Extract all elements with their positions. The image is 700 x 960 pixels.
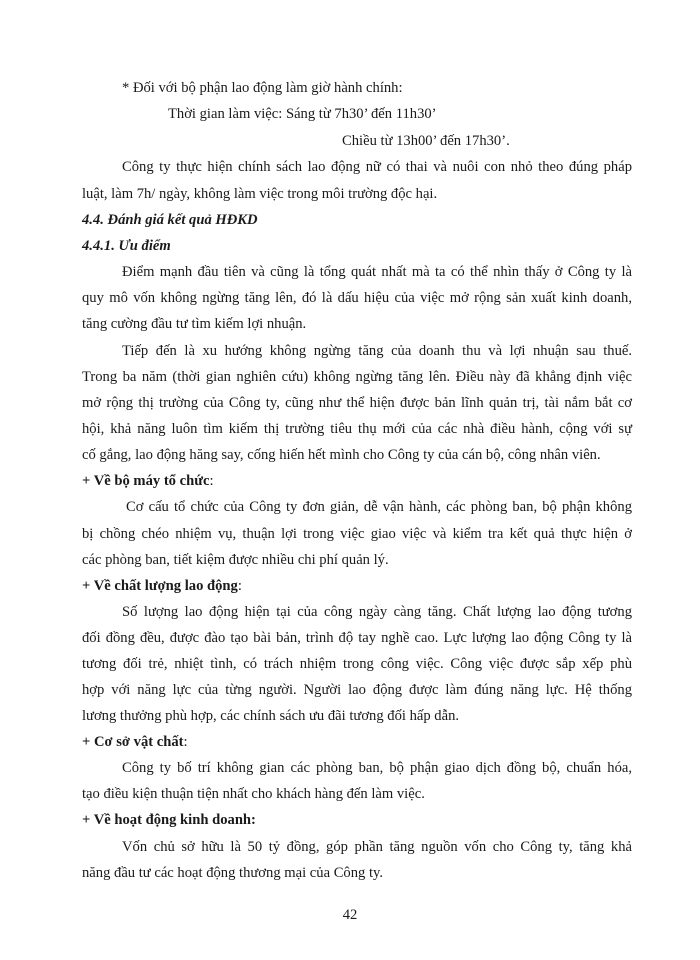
- org-heading-colon: :: [209, 473, 214, 489]
- para-revenue-line-3: mở rộng thị trường của Công ty, cũng như thể hiện được bản lĩnh quản trị, tài nắm bắt cơ: [82, 395, 632, 411]
- para-business-line-2: năng đầu tư các hoạt động thương mại của Công ty.: [82, 865, 384, 881]
- facility-heading: [82, 732, 188, 752]
- org-heading-text: + Về bộ máy tổ chức: [82, 473, 210, 489]
- work-hours-afternoon: Chiều từ 13h00’ đến 17h30’.: [342, 133, 510, 149]
- female-policy-line-1: Công ty thực hiện chính sách lao động nữ có thai và nuôi con nhỏ theo đúng pháp: [122, 159, 632, 175]
- para-business-line-1: Vốn chủ sở hữu là 50 tỷ đồng, góp phần tăng nguồn vốn cho Công ty, tăng khả: [122, 839, 632, 855]
- section-heading: 4.4. Đánh giá kết quả HĐKD: [82, 212, 258, 228]
- org-heading: [82, 471, 214, 491]
- para-capital-line-3: tăng cường đầu tư tìm kiếm lợi nhuận.: [82, 316, 307, 332]
- para-labor-line-5: lương thưởng phù hợp, các chính sách ưu đãi tương đối hấp dẫn.: [82, 708, 460, 724]
- para-revenue-line-1: Tiếp đến là xu hướng không ngừng tăng của doanh thu và lợi nhuận sau thuế.: [122, 343, 632, 359]
- para-labor-line-2: đối đồng đều, được đào tạo bài bản, trình độ tay nghề cao. Lực lượng lao động Công ty là: [82, 630, 632, 646]
- business-heading: + Về hoạt động kinh doanh:: [82, 812, 256, 828]
- para-facility-line-1: Công ty bố trí không gian các phòng ban, bộ phận giao dịch đồng bộ, chuẩn hóa,: [122, 760, 632, 776]
- para-labor-line-4: hợp với năng lực của từng người. Người lao động được làm đúng năng lực. Hệ thống: [82, 682, 632, 698]
- para-org-line-1: Cơ cấu tổ chức của Công ty đơn giản, dễ vận hành, các phòng ban, bộ phận không: [126, 499, 632, 515]
- labor-heading: [82, 576, 242, 596]
- labor-heading-colon: :: [237, 578, 242, 594]
- labor-heading-text: + Về chất lượng lao động: [82, 578, 238, 594]
- para-capital-line-1: Điểm mạnh đầu tiên và cũng là tổng quát nhất mà ta có thể nhìn thấy ở Công ty là: [122, 264, 632, 280]
- para-org-line-3: các phòng ban, tiết kiệm được nhiều chi phí quản lý.: [82, 552, 389, 568]
- para-labor-line-3: tương đối trẻ, nhiệt tình, có trách nhiệm trong công việc. Công việc được sắp xếp phù: [82, 656, 632, 672]
- para-revenue-line-5: cố gắng, lao động hăng say, cống hiến hết mình cho Công ty của cán bộ, công nhân viên.: [82, 447, 601, 463]
- female-policy-line-2: luật, làm 7h/ ngày, không làm việc trong môi trường độc hại.: [82, 186, 438, 202]
- subsection-heading: 4.4.1. Ưu điểm: [82, 238, 171, 254]
- page-number: 42: [342, 907, 358, 923]
- para-facility-line-2: tạo điều kiện thuận tiện nhất cho khách hàng đến làm việc.: [82, 786, 425, 802]
- para-org-line-2: bị chồng chéo nhiệm vụ, thuận lợi trong việc giao việc và kiểm tra kết quả thực hiện ở: [82, 526, 632, 542]
- para-labor-line-1: Số lượng lao động hiện tại của công ngày càng tăng. Chất lượng lao động tương: [122, 604, 632, 620]
- facility-heading-text: + Cơ sở vật chất: [82, 734, 184, 750]
- para-capital-line-2: quy mô vốn không ngừng tăng lên, đó là dấu hiệu của việc mở rộng sản xuất kinh doanh,: [82, 290, 632, 306]
- work-hours-morning: Thời gian làm việc: Sáng từ 7h30’ đến 11h30’: [168, 106, 437, 122]
- admin-staff-note: * Đối với bộ phận lao động làm giờ hành chính:: [122, 80, 403, 96]
- para-revenue-line-2: Trong ba năm (thời gian nghiên cứu) không ngừng tăng lên. Điều này đã khẳng định việc: [82, 369, 632, 385]
- para-revenue-line-4: hội, khả năng luôn tìm kiếm thị trường tiêu thụ mới của các nhà điều hành, cộng với sự: [82, 421, 632, 437]
- facility-heading-colon: :: [183, 734, 188, 750]
